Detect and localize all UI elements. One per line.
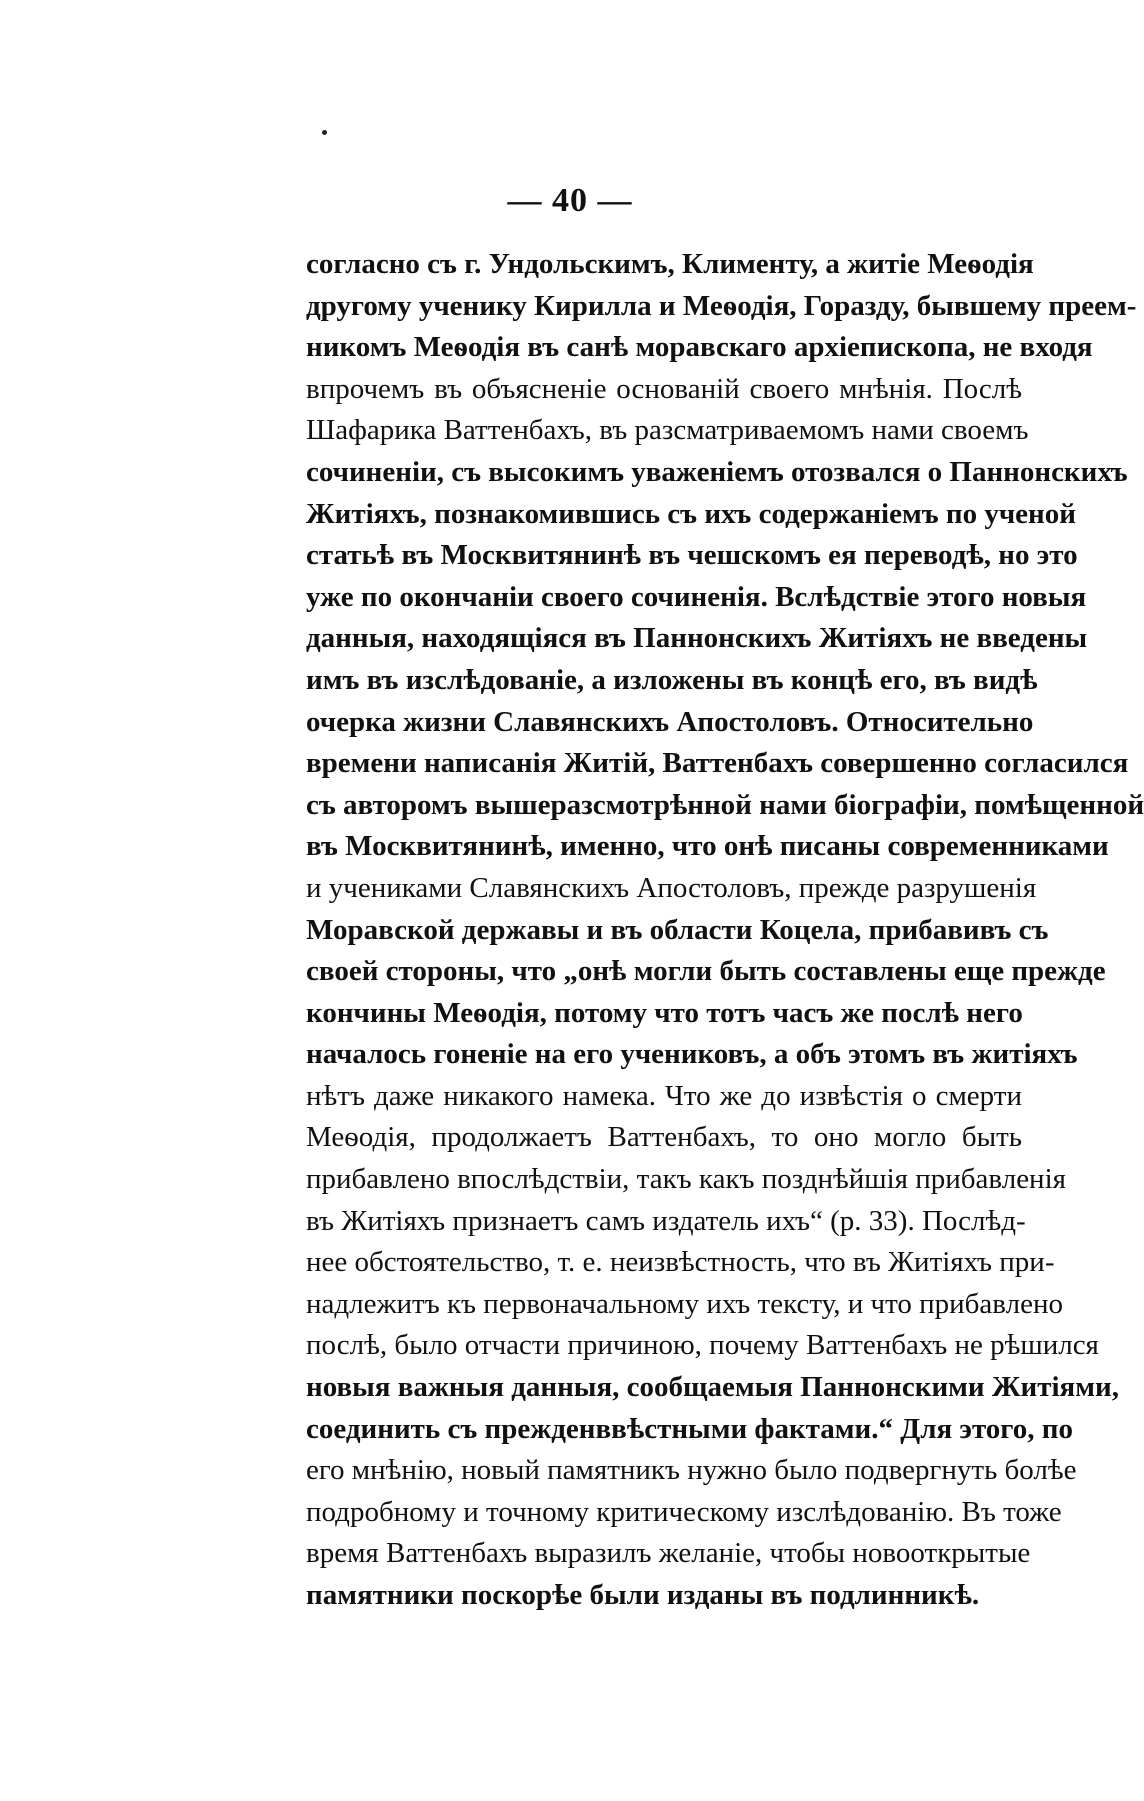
text-line: впрочемъ въ объясненіе основаній своего мнѣнія. Послѣ: [306, 372, 1022, 405]
text-line: въ Житіяхъ признаетъ самъ издатель ихъ“ (p. 33). Послѣд-: [306, 1204, 1026, 1237]
text-line: уже по окончаніи своего сочиненія. Вслѣдствіе этого новыя: [306, 580, 1087, 613]
text-line: Шафарика Ваттенбахъ, въ разсматриваемомъ нами своемъ: [306, 414, 1029, 447]
text-line: сочиненіи, съ высокимъ уваженіемъ отозвался о Паннонскихъ: [306, 455, 1128, 488]
text-line: надлежитъ къ первоначальному ихъ тексту, и что прибавлено: [306, 1287, 1063, 1320]
text-line: началось гоненіе на его учениковъ, а объ этомъ въ житіяхъ: [306, 1038, 1078, 1071]
text-line: очерка жизни Славянскихъ Апостоловъ. Относительно: [306, 705, 1034, 738]
text-line: подробному и точному критическому изслѣдованію. Въ тоже: [306, 1495, 1062, 1528]
text-line: время Ваттенбахъ выразилъ желаніе, чтобы новооткрытые: [306, 1537, 1031, 1570]
text-line: нее обстоятельство, т. е. неизвѣстность, что въ Житіяхъ при-: [306, 1246, 1055, 1279]
text-line: никомъ Меѳодія въ санѣ моравскаго архіепископа, не входя: [306, 331, 1093, 364]
text-line: согласно съ г. Ундольскимъ, Клименту, а житіе Меѳодія: [306, 248, 1034, 280]
text-line: данныя, находящіяся въ Паннонскихъ Житіяхъ не введены: [306, 622, 1088, 655]
text-line: прибавлено впослѣдствіи, такъ какъ позднѣйшія прибавленія: [306, 1163, 1066, 1196]
text-line: Моравской державы и въ области Коцела, прибавивъ съ: [306, 913, 1049, 946]
text-line: Житіяхъ, познакомившись съ ихъ содержаніемъ по ученой: [306, 497, 1076, 530]
text-line: другому ученику Кирилла и Меѳодія, Горазду, бывшему преем-: [306, 289, 1137, 322]
text-line: въ Москвитянинѣ, именно, что онѣ писаны современниками: [306, 830, 1109, 863]
text-line: и учениками Славянскихъ Апостоловъ, прежде разрушенія: [306, 871, 1037, 904]
page-number: — 40 —: [507, 182, 633, 219]
text-line: нѣтъ даже никакого намека. Что же до извѣстія о смерти: [306, 1079, 1022, 1112]
text-line: съ авторомъ вышеразсмотрѣнной нами біографіи, помѣщенной: [306, 788, 1144, 821]
text-line: послѣ, было отчасти причиною, почему Ваттенбахъ не рѣшился: [306, 1329, 1099, 1362]
text-line: новыя важныя данныя, сообщаемыя Паннонскими Житіями,: [306, 1371, 1119, 1404]
text-line: времени написанія Житій, Ваттенбахъ совершенно согласился: [306, 747, 1129, 780]
text-line: кончины Меѳодія, потому что тотъ часъ же послѣ него: [306, 996, 1023, 1029]
body-text: [306, 244, 1144, 1617]
ink-speck: [322, 130, 327, 135]
text-line: памятники поскорѣе были изданы въ подлинникѣ.: [306, 1579, 980, 1611]
text-line: имъ въ изслѣдованіе, а изложены въ концѣ его, въ видѣ: [306, 663, 1038, 696]
text-line: статьѣ въ Москвитянинѣ въ чешскомъ ея переводѣ, но это: [306, 539, 1078, 572]
text-line: соединить съ прежденввѣстными фактами.“ Для этого, по: [306, 1412, 1073, 1445]
text-line: своей стороны, что „онѣ могли быть составлены еще прежде: [306, 955, 1106, 988]
text-line: его мнѣнію, новый памятникъ нужно было подвергнуть болѣе: [306, 1454, 1077, 1487]
text-line: Меѳодія, продолжаетъ Ваттенбахъ, то оно могло быть: [306, 1121, 1022, 1154]
